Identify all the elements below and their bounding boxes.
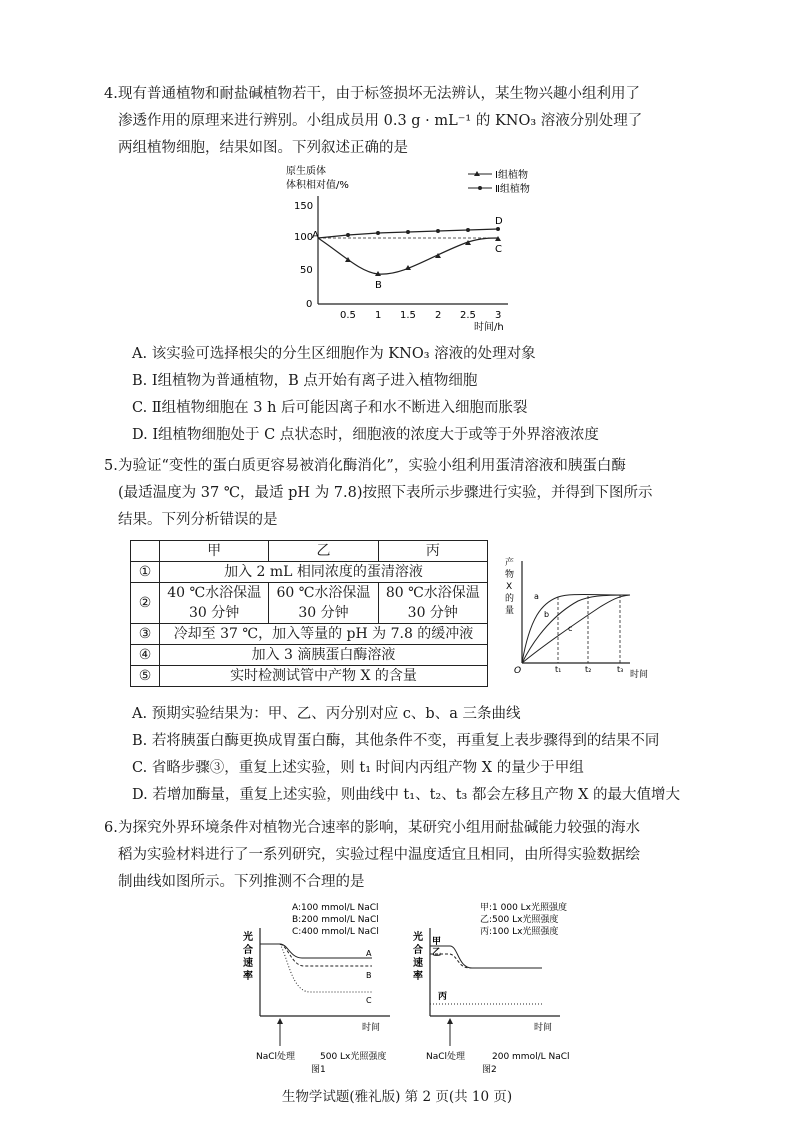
fig2-curve-jia [430, 946, 542, 968]
fig2-arrow-head [447, 1018, 453, 1024]
q4-point-d: D [495, 216, 503, 227]
fig1-condition: 500 Lx光照强度 [320, 1052, 387, 1062]
fig2-curve-label: 丙 [438, 992, 448, 1002]
table-header: 甲 [160, 541, 269, 562]
q4-xtick: 3 [495, 310, 502, 321]
q4-stem-line: 两组植物细胞，结果如图。下列叙述正确的是 [118, 140, 408, 156]
fig2-condition: 200 mmol/L NaCl [492, 1052, 570, 1062]
q4-ytick: 0 [306, 299, 313, 310]
fig2-legend: 甲:1 000 Lx光照强度 [480, 903, 567, 913]
q5-curve-a [522, 595, 630, 664]
q4-option-a: A. 该实验可选择根尖的分生区细胞作为 KNO₃ 溶液的处理对象 [132, 346, 536, 362]
fig2-curve-yi [430, 954, 542, 968]
table-row [131, 541, 488, 562]
fig2-xlabel: 时间 [534, 1023, 553, 1033]
fig2-caption: 图2 [482, 1065, 497, 1074]
fig1-curve-label: A [366, 949, 372, 958]
q4-stem-line: 现有普通植物和耐盐碱植物若干，由于标签损坏无法辨认，某生物兴趣小组利用了 [118, 86, 640, 102]
table-cell [160, 583, 269, 624]
q5-option-b: B. 若将胰蛋白酶更换成胃蛋白酶，其他条件不变，再重复上表步骤得到的结果不同 [132, 733, 660, 749]
q4-stem-line: 渗透作用的原理来进行辨别。小组成员用 0.3 g · mL⁻¹ 的 KNO₃ 溶液分别处理了 [118, 113, 643, 129]
q4-xtick: 2 [435, 310, 442, 321]
cell-line: 30 分钟 [189, 605, 240, 621]
q4-point-a: A [312, 230, 319, 241]
fig1-legend: A:100 mmol/L NaCl [292, 903, 379, 913]
table-cell: 实时检测试管中产物 X 的含量 [160, 666, 488, 687]
q4-point-c: C [495, 244, 502, 255]
q4-xlabel: 时间/h [474, 322, 504, 332]
q5-ylabel-char: 产 [505, 558, 515, 568]
table-cell [269, 583, 378, 624]
q6-figure-2 [410, 898, 585, 1074]
fig1-legend: C:400 mmol/L NaCl [292, 927, 379, 937]
q5-xtick: t₂ [585, 665, 592, 674]
step-number: ③ [131, 624, 160, 645]
q4-ylabel-2: 体积相对值/% [286, 180, 349, 191]
table-row [131, 562, 488, 583]
q5-stem-line: 结果。下列分析错误的是 [118, 512, 278, 528]
fig1-curve-a [260, 944, 372, 958]
q4-option-b: B. Ⅰ组植物为普通植物，B 点开始有离子进入植物细胞 [132, 373, 478, 389]
q4-stem [104, 81, 698, 162]
q5-option-a: A. 预期实验结果为：甲、乙、丙分别对应 c、b、a 三条曲线 [132, 706, 521, 722]
table-row [131, 624, 488, 645]
table-cell [378, 583, 487, 624]
fig1-arrow-head [277, 1018, 283, 1024]
q6-stem-line: 为探究外界环境条件对植物光合速率的影响，某研究小组用耐盐碱能力较强的海水 [118, 820, 640, 836]
q5-xlabel: 时间 [630, 670, 649, 680]
q4-point-b: B [375, 280, 382, 291]
q4-option-c: C. Ⅱ组植物细胞在 3 h 后可能因离子和水不断进入细胞而胀裂 [132, 400, 528, 416]
q4-series-2-point [466, 228, 470, 232]
q4-legend-2: Ⅱ组植物 [495, 184, 530, 195]
table-row [131, 666, 488, 687]
fig1-ylabel-char: 光 [243, 932, 253, 943]
fig1-legend: B:200 mmol/L NaCl [292, 915, 379, 925]
table-cell: 冷却至 37 ℃，加入等量的 pH 为 7.8 的缓冲液 [160, 624, 488, 645]
q5-curve-c [522, 595, 630, 663]
q5-curve-label: a [534, 592, 539, 601]
fig2-legend: 丙:100 Lx光照强度 [480, 927, 559, 937]
cell-line: 40 ℃水浴保温 [167, 585, 262, 601]
q5-ylabel-char: X [506, 582, 513, 592]
q6-figure-1 [240, 898, 400, 1074]
fig2-ylabel-char: 合 [413, 945, 423, 956]
q4-ytick: 100 [294, 232, 314, 243]
fig2-legend: 乙:500 Lx光照强度 [480, 915, 559, 925]
q5-ylabel-char: 量 [505, 606, 515, 616]
fig2-ylabel-char: 光 [413, 932, 423, 943]
step-number: ⑤ [131, 666, 160, 687]
q4-series-2-point [376, 231, 380, 235]
fig2-ylabel-char: 率 [413, 971, 423, 982]
q6-stem-line: 制曲线如图所示。下列推测不合理的是 [118, 874, 365, 890]
fig2-treat: NaCl处理 [426, 1052, 466, 1062]
cell-line: 30 分钟 [407, 605, 458, 621]
table-cell: 加入 3 滴胰蛋白酶溶液 [160, 645, 488, 666]
q4-ylabel-1: 原生质体 [286, 166, 326, 177]
fig1-curve-label: B [366, 971, 372, 980]
cell-line: 80 ℃水浴保温 [385, 585, 480, 601]
q4-xtick: 0.5 [340, 310, 356, 321]
q5-curve-label: c [568, 624, 573, 633]
fig2-curve-label: 乙 [432, 948, 442, 958]
fig2-ylabel-char: 速 [413, 958, 423, 969]
table-row [131, 645, 488, 666]
q4-series-2-point [406, 230, 410, 234]
q4-ytick: 50 [300, 265, 313, 276]
q6-number: 6. [104, 820, 118, 836]
q4-chart [282, 162, 542, 332]
q4-series-2-point [346, 233, 350, 237]
fig2-curve-label: 甲 [432, 937, 442, 947]
q6-stem [104, 815, 698, 896]
table-row [131, 583, 488, 624]
q5-option-d: D. 若增加酶量，重复上述实验，则曲线中 t₁、t₂、t₃ 都会左移且产物 X 的最大值增大 [132, 787, 681, 803]
q4-xtick: 1 [375, 310, 382, 321]
q5-xtick: t₁ [555, 665, 562, 674]
cell-line: 30 分钟 [298, 605, 349, 621]
q5-option-c: C. 省略步骤③，重复上述实验，则 t₁ 时间内丙组产物 X 的量少于甲组 [132, 760, 584, 776]
fig1-ylabel-char: 率 [243, 971, 253, 982]
step-number: ② [131, 583, 160, 624]
q4-ytick: 150 [294, 201, 314, 212]
fig1-curve-label: C [366, 996, 372, 1005]
q4-xtick: 2.5 [460, 310, 476, 321]
q4-legend-1: Ⅰ组植物 [495, 170, 528, 181]
fig1-ylabel-char: 合 [243, 945, 253, 956]
table-header: 乙 [269, 541, 378, 562]
q5-curve-b [522, 595, 630, 663]
step-number: ① [131, 562, 160, 583]
page-footer: 生物学试题(雅礼版) 第 2 页(共 10 页) [281, 1089, 513, 1105]
q5-xtick: t₃ [617, 665, 624, 674]
q5-stem-line: (最适温度为 37 ℃，最适 pH 为 7.8)按照下表所示步骤进行实验，并得到下图所示 [118, 485, 653, 501]
q6-stem-line: 稻为实验材料进行了一系列研究，实验过程中温度适宜且相同，由所得实验数据绘 [118, 847, 640, 863]
q5-number: 5. [104, 458, 118, 474]
q5-origin: O [514, 666, 522, 676]
q4-options [132, 343, 702, 451]
fig1-treat: NaCl处理 [256, 1052, 296, 1062]
q4-legend-marker-2 [478, 186, 482, 190]
q4-xtick: 1.5 [400, 310, 416, 321]
q4-number: 4. [104, 86, 118, 102]
q5-chart [500, 555, 660, 685]
q5-curve-label: b [544, 610, 550, 619]
fig1-xlabel: 时间 [362, 1023, 381, 1033]
q5-stem-line: 为验证“变性的蛋白质更容易被消化酶消化”，实验小组利用蛋清溶液和胰蛋白酶 [118, 458, 626, 474]
table-header: 丙 [378, 541, 487, 562]
table-cell [131, 541, 160, 562]
q4-series-2-point [496, 227, 500, 231]
q5-ylabel-char: 物 [505, 570, 515, 580]
fig1-ylabel-char: 速 [243, 958, 253, 969]
fig1-curve-c [280, 944, 372, 992]
step-number: ④ [131, 645, 160, 666]
q5-experiment-table [130, 540, 488, 687]
q4-series-2-point [436, 229, 440, 233]
fig1-caption: 图1 [311, 1065, 326, 1074]
cell-line: 60 ℃水浴保温 [276, 585, 371, 601]
q5-options [132, 703, 702, 811]
q4-option-d: D. Ⅰ组植物细胞处于 C 点状态时，细胞液的浓度大于或等于外界溶液浓度 [132, 427, 599, 443]
q5-stem [104, 453, 698, 534]
q5-ylabel-char: 的 [505, 594, 515, 604]
table-cell: 加入 2 mL 相同浓度的蛋清溶液 [160, 562, 488, 583]
